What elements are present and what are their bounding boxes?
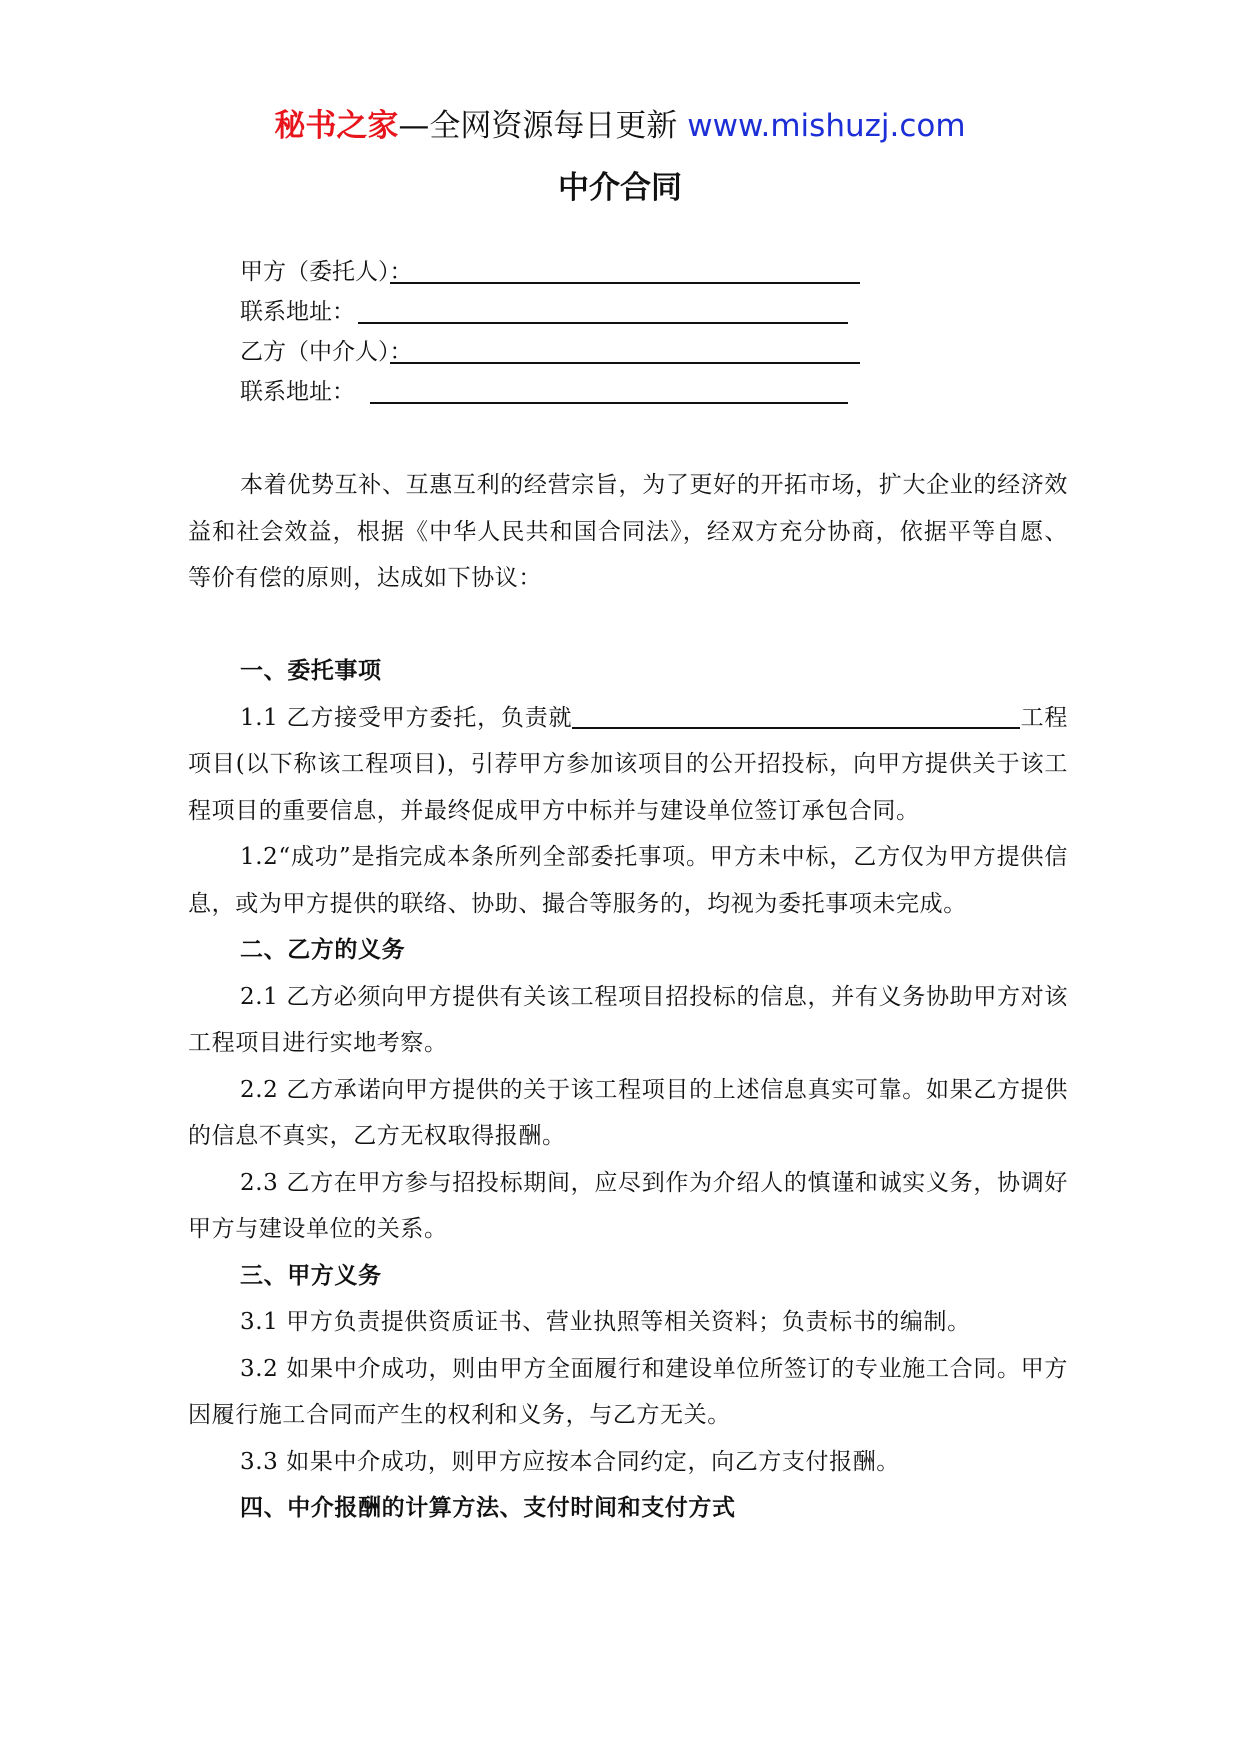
section-3-heading: 三、甲方义务 (240, 1262, 382, 1289)
project-name-blank[interactable] (572, 703, 1020, 729)
contract-body (188, 462, 1068, 1532)
clause-1-2: 1.2“成功”是指完成本条所列全部委托事项。甲方未中标，乙方仅为甲方提供信息，或为甲方提供的联络、协助、撮合等服务的，均视为委托事项未完成。 (188, 844, 1068, 917)
clause-3-1: 3.1 甲方负责提供资质证书、营业执照等相关资料；负责标书的编制。 (240, 1309, 971, 1335)
clause-3-3: 3.3 如果中介成功，则甲方应按本合同约定，向乙方支付报酬。 (240, 1448, 900, 1475)
preamble-paragraph: 本着优势互补、互惠互利的经营宗旨，为了更好的开拓市场，扩大企业的经济效益和社会效益，根据《中华人民共和国合同法》，经双方充分协商，依据平等自愿、等价有偿的原则，达成如下协议： (188, 472, 1068, 591)
section-4-heading: 四、中介报酬的计算方法、支付时间和支付方式 (240, 1495, 736, 1521)
party-b-label: 乙方（中介人）： (240, 339, 413, 365)
section-2-heading: 二、乙方的义务 (240, 937, 406, 963)
party-a-field (240, 252, 413, 292)
address-b-label: 联系地址： (240, 379, 355, 405)
party-b-field (240, 332, 413, 372)
section-1-heading: 一、委托事项 (240, 658, 382, 684)
banner-slogan: —全网资源每日更新 (398, 108, 688, 144)
party-a-label: 甲方（委托人）： (240, 259, 413, 285)
clause-2-1: 2.1 乙方必须向甲方提供有关该工程项目招投标的信息，并有义务协助甲方对该工程项目进行实地考察。 (188, 983, 1068, 1056)
address-a-blank[interactable] (358, 322, 848, 324)
address-b-field (240, 372, 355, 412)
clause-3-2: 3.2 如果中介成功，则由甲方全面履行和建设单位所签订的专业施工合同。甲方因履行施工合同而产生的权利和义务，与乙方无关。 (188, 1355, 1068, 1428)
banner-brand: 秘书之家 (274, 108, 399, 144)
party-a-blank[interactable] (390, 282, 860, 284)
address-b-blank[interactable] (370, 402, 848, 404)
banner-url-link[interactable]: www.mishuzj.com (687, 108, 966, 144)
clause-2-3: 2.3 乙方在甲方参与招投标期间，应尽到作为介绍人的慎谨和诚实义务，协调好甲方与建设单位的关系。 (188, 1169, 1068, 1242)
address-a-label: 联系地址： (240, 299, 355, 325)
document-title: 中介合同 (558, 170, 682, 206)
section-spacer (188, 602, 1068, 649)
clause-1-1 (188, 695, 1068, 835)
site-banner (0, 104, 1240, 148)
clause-1-1-before: 1.1 乙方接受甲方委托，负责就 (240, 704, 573, 731)
address-a-field (240, 292, 355, 332)
clause-1-1-after: 工程项目(以下称该工程项目)，引荐甲方参加该项目的公开招投标，向甲方提供关于该工程项目的重要信息，并最终促成甲方中标并与建设单位签订承包合同。 (188, 704, 1068, 824)
clause-2-2: 2.2 乙方承诺向甲方提供的关于该工程项目的上述信息真实可靠。如果乙方提供的信息不真实，乙方无权取得报酬。 (188, 1076, 1068, 1149)
party-b-blank[interactable] (390, 362, 860, 364)
